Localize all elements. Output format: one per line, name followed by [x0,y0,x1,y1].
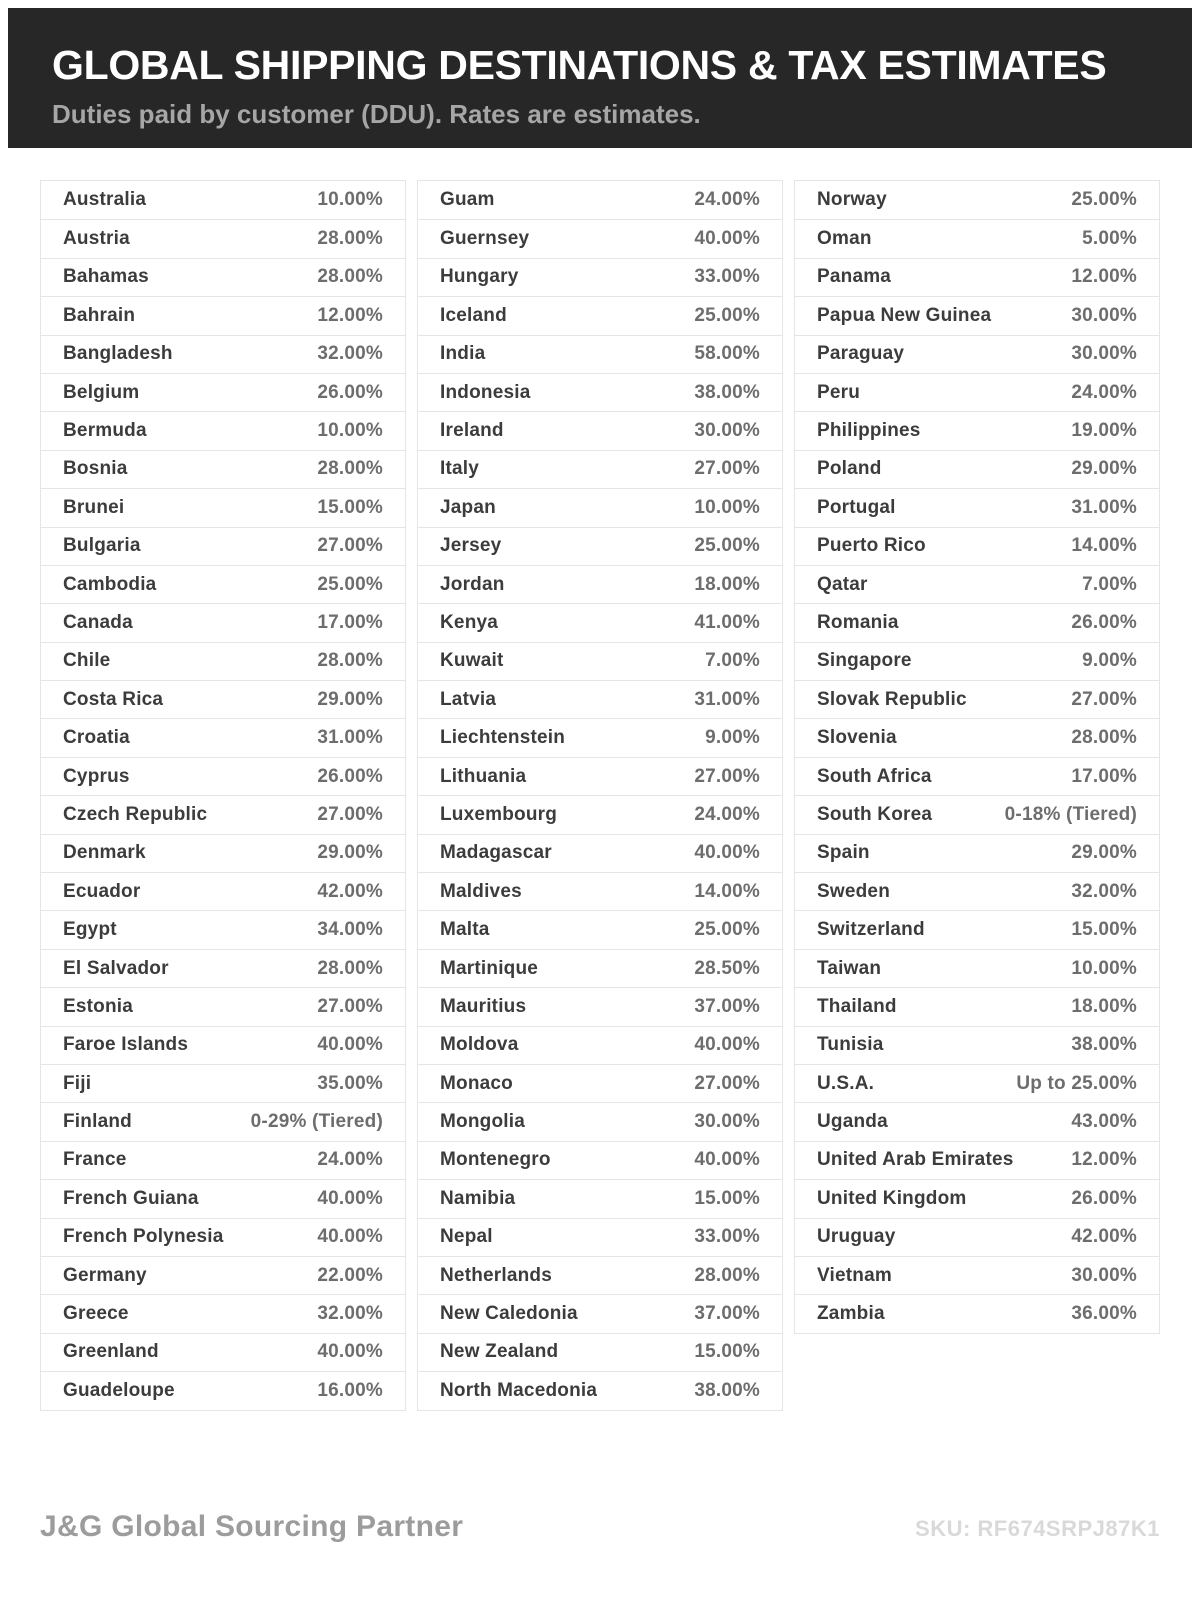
country-name: Estonia [63,995,134,1017]
tax-rate: 19.00% [1071,420,1137,442]
table-row [418,910,782,948]
tax-rate: 30.00% [694,420,760,442]
tax-rate: 5.00% [1082,228,1137,250]
tax-rate: 9.00% [1082,650,1137,672]
tax-rate: 58.00% [694,343,760,365]
country-name: U.S.A. [817,1072,875,1094]
table-row [41,373,405,411]
rate-column [40,180,406,1411]
table-row [41,680,405,718]
table-row [418,1141,782,1179]
country-name: Malta [440,919,490,941]
tax-rate: 18.00% [1071,995,1137,1017]
country-name: Sweden [817,880,890,902]
table-row [795,1179,1159,1217]
table-row [41,335,405,373]
table-row [418,834,782,872]
table-row [418,987,782,1025]
tax-rate: 7.00% [705,650,760,672]
table-row [418,1333,782,1371]
tax-rate: 29.00% [1071,842,1137,864]
country-name: Uganda [817,1111,888,1133]
sku-label: SKU: RF674SRPJ87K1 [915,1516,1160,1541]
tax-rate: 40.00% [317,1226,383,1248]
tax-rate: 14.00% [1071,535,1137,557]
country-name: South Africa [817,765,932,787]
tax-rate: 40.00% [694,842,760,864]
table-row [795,527,1159,565]
table-row [41,1371,405,1409]
tax-rate: 22.00% [317,1264,383,1286]
tax-rate: 30.00% [1071,1264,1137,1286]
tax-rate: 27.00% [1071,688,1137,710]
country-name: Philippines [817,420,921,442]
tax-rate: 31.00% [317,727,383,749]
country-name: Qatar [817,573,868,595]
tax-rate: 40.00% [694,1034,760,1056]
table-row [418,335,782,373]
tax-rate: 40.00% [694,228,760,250]
country-name: Brunei [63,496,125,518]
table-row [418,642,782,680]
table-row [795,872,1159,910]
tax-rate: 31.00% [694,688,760,710]
table-row [418,296,782,334]
country-name: Taiwan [817,957,882,979]
tax-rate: 24.00% [317,1149,383,1171]
page-header [8,8,1192,148]
country-name: Romania [817,611,899,633]
tax-rate: 26.00% [317,765,383,787]
tax-rate: 30.00% [694,1111,760,1133]
table-row [41,718,405,756]
tax-rate: 28.00% [317,266,383,288]
table-row [795,1294,1159,1332]
table-row [41,1026,405,1064]
country-name: Hungary [440,266,519,288]
country-name: Indonesia [440,381,531,403]
table-row [795,1141,1159,1179]
table-row [418,1026,782,1064]
tax-rate: 36.00% [1071,1303,1137,1325]
country-name: United Arab Emirates [817,1149,1014,1171]
tax-rate: 31.00% [1071,496,1137,518]
table-row [795,1064,1159,1102]
country-name: Germany [63,1264,147,1286]
tax-rate: 40.00% [317,1187,383,1209]
country-name: India [440,343,486,365]
tax-rate: 29.00% [1071,458,1137,480]
table-row [795,757,1159,795]
country-name: Mauritius [440,995,527,1017]
table-row [795,680,1159,718]
tax-rate: 12.00% [317,304,383,326]
table-row [41,527,405,565]
tax-rate: 25.00% [1071,189,1137,211]
table-row [795,488,1159,526]
tax-rate: 28.00% [317,458,383,480]
tax-rate: 42.00% [1071,1226,1137,1248]
table-row [418,219,782,257]
tax-rate: 27.00% [317,803,383,825]
country-name: Papua New Guinea [817,304,992,326]
tax-rate: 37.00% [694,1303,760,1325]
table-row [41,1294,405,1332]
country-name: French Polynesia [63,1226,224,1248]
tax-rate: 27.00% [317,995,383,1017]
country-name: Guernsey [440,228,530,250]
country-name: Maldives [440,880,522,902]
tax-rate: 43.00% [1071,1111,1137,1133]
table-row [418,258,782,296]
country-name: Fiji [63,1072,92,1094]
country-name: Guadeloupe [63,1379,175,1401]
table-row [795,642,1159,680]
country-name: Slovenia [817,727,897,749]
country-name: Nepal [440,1226,493,1248]
country-name: Mongolia [440,1111,525,1133]
country-name: Canada [63,611,133,633]
country-name: Bahrain [63,304,136,326]
tax-rate: 10.00% [317,420,383,442]
country-name: Lithuania [440,765,527,787]
table-row [41,219,405,257]
tax-rate: 26.00% [1071,1187,1137,1209]
tax-rate: 28.00% [694,1264,760,1286]
table-row [795,795,1159,833]
country-name: Peru [817,381,861,403]
country-name: Finland [63,1111,132,1133]
tax-rate: 30.00% [1071,304,1137,326]
country-name: Madagascar [440,842,552,864]
table-row [795,565,1159,603]
tax-rate: 37.00% [694,995,760,1017]
tax-rate: 29.00% [317,842,383,864]
tax-rate: 17.00% [1071,765,1137,787]
tax-rate: 28.00% [1071,727,1137,749]
country-name: Australia [63,189,147,211]
tax-rate: 38.00% [1071,1034,1137,1056]
tax-rate: 26.00% [1071,611,1137,633]
country-name: Kuwait [440,650,504,672]
tax-rate: 38.00% [694,1379,760,1401]
rate-column [794,180,1160,1334]
country-name: Slovak Republic [817,688,967,710]
tax-rate: 25.00% [694,304,760,326]
tax-rate: 10.00% [1071,957,1137,979]
page-title: GLOBAL SHIPPING DESTINATIONS & TAX ESTIMATES [52,42,1107,88]
country-name: Greenland [63,1341,159,1363]
table-row [795,258,1159,296]
table-row [41,949,405,987]
country-name: Bahamas [63,266,149,288]
country-name: Uruguay [817,1226,896,1248]
tax-rate: 10.00% [694,496,760,518]
country-name: French Guiana [63,1187,199,1209]
table-row [418,795,782,833]
table-row [41,1064,405,1102]
country-name: Jersey [440,535,502,557]
country-name: Poland [817,458,882,480]
country-name: Netherlands [440,1264,553,1286]
country-name: France [63,1149,127,1171]
tax-rate: 26.00% [317,381,383,403]
country-name: Liechtenstein [440,727,566,749]
tax-rate: 12.00% [1071,1149,1137,1171]
country-name: Denmark [63,842,146,864]
table-row [418,1294,782,1332]
tax-rate: 9.00% [705,727,760,749]
table-row [418,565,782,603]
tax-rate: 40.00% [694,1149,760,1171]
country-name: El Salvador [63,957,169,979]
table-row [795,603,1159,641]
table-row [41,910,405,948]
table-row [795,1218,1159,1256]
table-row [795,1026,1159,1064]
country-name: North Macedonia [440,1379,598,1401]
country-name: Thailand [817,995,897,1017]
country-name: New Zealand [440,1341,559,1363]
country-name: Japan [440,496,496,518]
country-name: Portugal [817,496,896,518]
tax-rate: 33.00% [694,1226,760,1248]
country-name: Bangladesh [63,343,173,365]
tax-rate: 15.00% [694,1187,760,1209]
tax-rate: 32.00% [317,1303,383,1325]
table-row [795,296,1159,334]
tax-rate: 24.00% [694,803,760,825]
tax-rate: 30.00% [1071,343,1137,365]
country-name: Switzerland [817,919,925,941]
table-row [41,258,405,296]
page-footer [40,1510,1160,1544]
country-name: Costa Rica [63,688,164,710]
country-name: Namibia [440,1187,516,1209]
country-name: Jordan [440,573,505,595]
table-row [41,1102,405,1140]
table-row [795,910,1159,948]
country-name: Kenya [440,611,499,633]
country-name: Monaco [440,1072,513,1094]
table-row [795,1102,1159,1140]
table-row [795,718,1159,756]
table-row [418,181,782,219]
table-row [41,411,405,449]
country-name: Cambodia [63,573,157,595]
table-row [41,181,405,219]
country-name: Croatia [63,727,130,749]
tax-rate: 15.00% [1071,919,1137,941]
table-row [41,1256,405,1294]
table-row [795,219,1159,257]
page-subtitle: Duties paid by customer (DDU). Rates are estimates. [52,99,701,129]
country-name: Belgium [63,381,140,403]
country-name: Paraguay [817,343,905,365]
table-row [418,373,782,411]
table-row [41,296,405,334]
tax-rate: 10.00% [317,189,383,211]
country-name: South Korea [817,803,933,825]
table-row [41,834,405,872]
tax-rate: 28.00% [317,957,383,979]
tax-rate: 17.00% [317,611,383,633]
country-name: Puerto Rico [817,535,926,557]
country-name: Ecuador [63,880,141,902]
country-name: Bermuda [63,420,147,442]
tax-rate: 24.00% [694,189,760,211]
tax-rate: 40.00% [317,1034,383,1056]
table-row [418,527,782,565]
country-name: Luxembourg [440,803,558,825]
tax-rate: 35.00% [317,1072,383,1094]
country-name: Ireland [440,420,504,442]
country-name: Latvia [440,688,497,710]
country-name: Italy [440,458,480,480]
table-row [418,488,782,526]
country-name: Czech Republic [63,803,208,825]
tax-rate: 25.00% [317,573,383,595]
tax-rate: 16.00% [317,1379,383,1401]
table-row [41,603,405,641]
country-name: Martinique [440,957,539,979]
tax-rate: 40.00% [317,1341,383,1363]
tax-rate: 27.00% [694,1072,760,1094]
tax-rate: 32.00% [317,343,383,365]
country-name: Moldova [440,1034,519,1056]
table-row [41,987,405,1025]
tax-rate: 28.00% [317,228,383,250]
country-name: Greece [63,1303,129,1325]
country-name: Spain [817,842,870,864]
table-row [795,181,1159,219]
country-name: Montenegro [440,1149,551,1171]
country-name: Austria [63,228,130,250]
tax-rate: 27.00% [694,458,760,480]
tax-rate: 27.00% [694,765,760,787]
country-name: United Kingdom [817,1187,967,1209]
table-row [418,1102,782,1140]
table-row [41,450,405,488]
country-name: Oman [817,228,872,250]
table-row [795,834,1159,872]
table-row [795,1256,1159,1294]
table-row [795,335,1159,373]
table-row [41,488,405,526]
tax-rate: 25.00% [694,535,760,557]
brand-name: J&G Global Sourcing Partner [40,1510,464,1543]
country-name: Singapore [817,650,912,672]
country-name: Chile [63,650,111,672]
tax-rate: Up to 25.00% [1016,1072,1137,1094]
table-row [41,1333,405,1371]
country-name: Guam [440,189,495,211]
tax-rate: 29.00% [317,688,383,710]
tax-rate: 42.00% [317,880,383,902]
table-row [418,1256,782,1294]
tax-rate: 24.00% [1071,381,1137,403]
table-row [41,757,405,795]
tax-rate: 7.00% [1082,573,1137,595]
country-name: Bulgaria [63,535,141,557]
country-name: Norway [817,189,887,211]
tax-rate: 0-18% (Tiered) [1004,803,1137,825]
tax-rate: 12.00% [1071,266,1137,288]
table-row [418,1218,782,1256]
tax-rate: 27.00% [317,535,383,557]
tax-rate: 15.00% [694,1341,760,1363]
table-row [41,795,405,833]
country-name: Panama [817,266,892,288]
country-name: Faroe Islands [63,1034,189,1056]
tax-rate: 34.00% [317,919,383,941]
country-name: Tunisia [817,1034,884,1056]
table-row [795,949,1159,987]
tax-rate: 0-29% (Tiered) [250,1111,383,1133]
tax-rate: 28.50% [694,957,760,979]
table-row [41,872,405,910]
country-name: Iceland [440,304,507,326]
country-name: Egypt [63,919,117,941]
tax-rate: 38.00% [694,381,760,403]
table-row [418,411,782,449]
table-row [418,450,782,488]
rate-column [417,180,783,1411]
table-row [418,1179,782,1217]
tax-rate: 28.00% [317,650,383,672]
tax-rate: 41.00% [694,611,760,633]
country-name: Zambia [817,1303,885,1325]
table-row [795,450,1159,488]
tax-rate: 18.00% [694,573,760,595]
tax-rate: 15.00% [317,496,383,518]
table-row [795,987,1159,1025]
table-row [41,1218,405,1256]
tax-rate: 25.00% [694,919,760,941]
table-row [418,1064,782,1102]
table-row [418,872,782,910]
tax-rate: 14.00% [694,880,760,902]
table-row [418,949,782,987]
tax-rate: 33.00% [694,266,760,288]
table-row [41,1141,405,1179]
country-name: New Caledonia [440,1303,578,1325]
table-row [418,757,782,795]
country-name: Cyprus [63,765,130,787]
table-row [795,411,1159,449]
tax-rate: 32.00% [1071,880,1137,902]
country-name: Vietnam [817,1264,892,1286]
table-row [418,718,782,756]
table-row [418,1371,782,1409]
rates-table [40,180,1160,1411]
table-row [418,603,782,641]
table-row [41,1179,405,1217]
table-row [418,680,782,718]
country-name: Bosnia [63,458,128,480]
table-row [795,373,1159,411]
table-row [41,642,405,680]
table-row [41,565,405,603]
